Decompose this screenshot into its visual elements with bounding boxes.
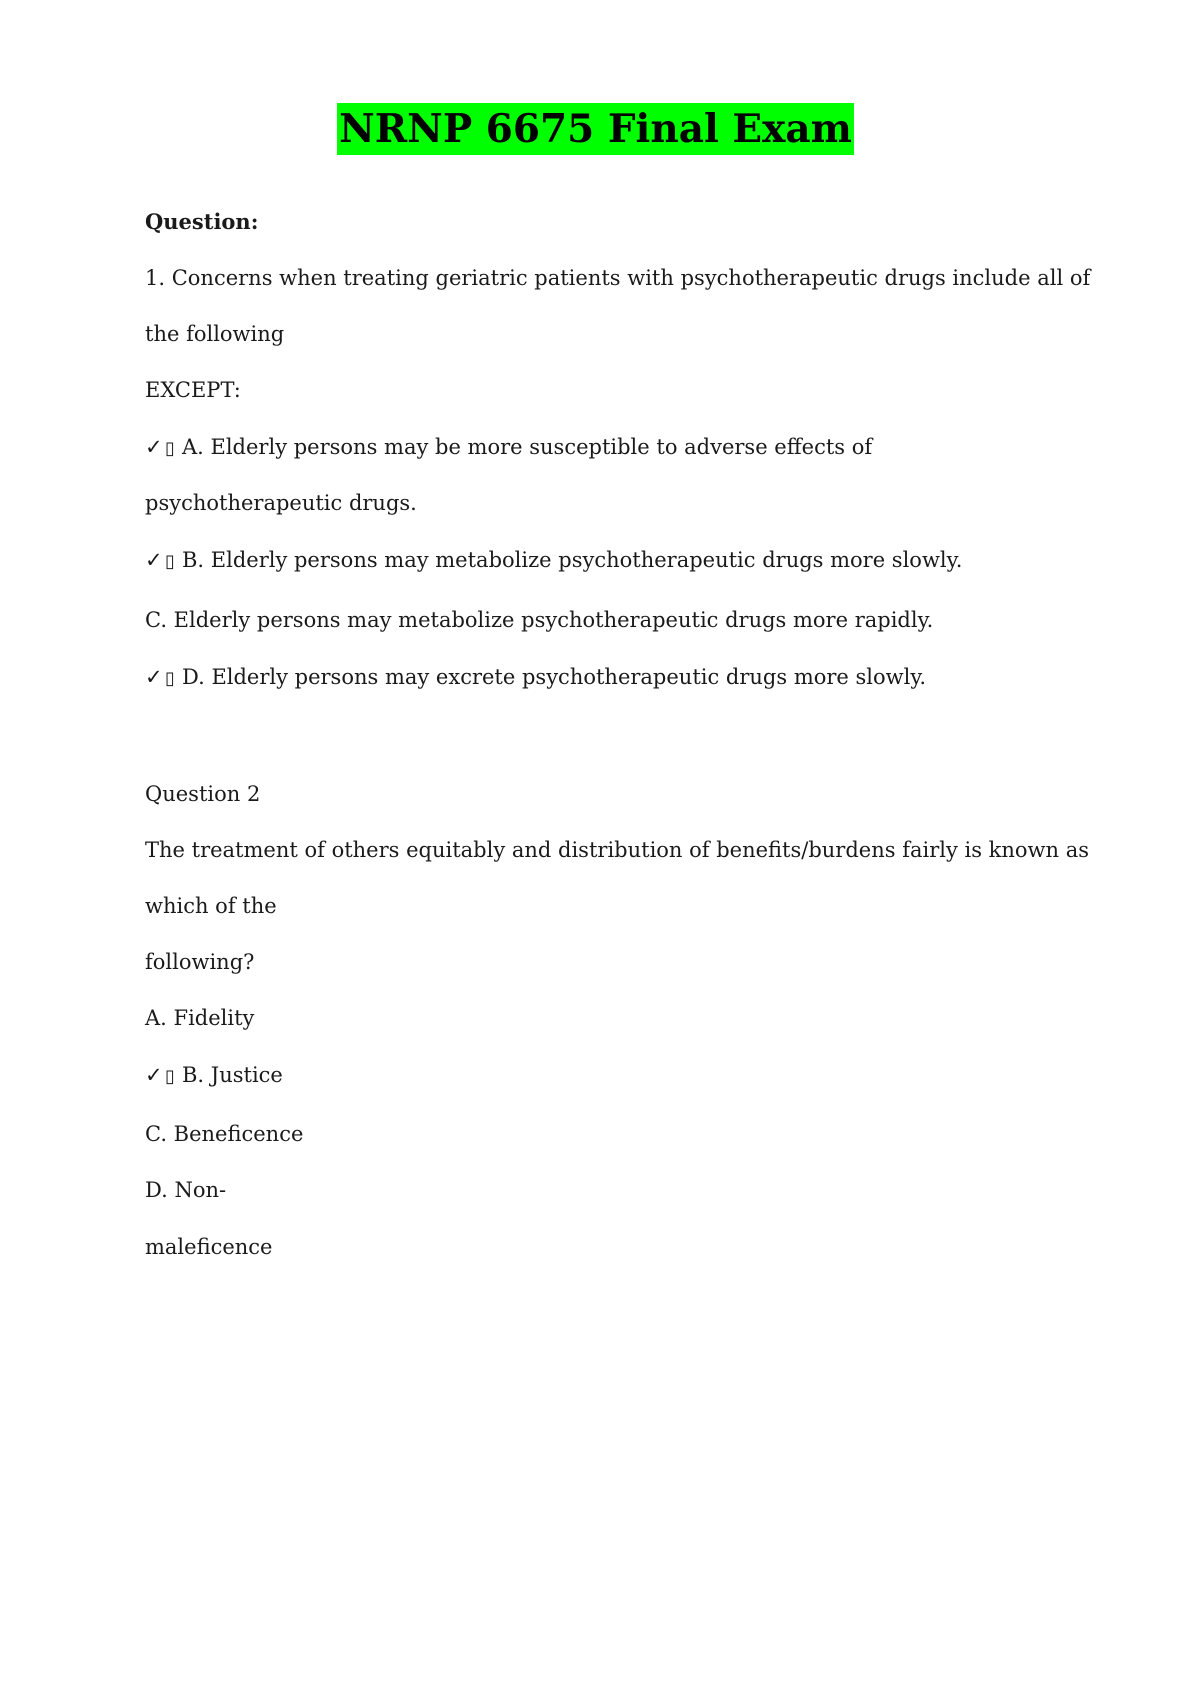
- question-2-option-d-continuation: maleficence: [145, 1235, 273, 1259]
- question-1-stem-line-1: 1. Concerns when treating geriatric patients with psychotherapeutic drugs include all of: [145, 266, 1091, 290]
- question-2-heading: Question 2: [145, 782, 261, 806]
- question-1-stem-line-3: EXCEPT:: [145, 378, 241, 402]
- missing-glyph-box-icon: ▯: [165, 438, 175, 459]
- checkmark-icon: ✓: [145, 435, 163, 459]
- checkmark-icon: ✓: [145, 548, 163, 572]
- question-1-option-a-continuation: psychotherapeutic drugs.: [145, 491, 417, 515]
- missing-glyph-box-icon: ▯: [165, 668, 175, 689]
- question-2-stem-line-3: following?: [145, 950, 255, 974]
- question-2-option-d: [145, 1176, 226, 1204]
- question-1-option-d-text: D. Elderly persons may excrete psychotherapeutic drugs more slowly.: [182, 665, 927, 689]
- document-title: NRNP 6675 Final Exam: [337, 103, 854, 155]
- question-1-option-b-text: B. Elderly persons may metabolize psychotherapeutic drugs more slowly.: [182, 548, 963, 572]
- question-1-option-c: [145, 606, 933, 634]
- missing-glyph-box-icon: ▯: [165, 551, 175, 572]
- question-2-stem-line-1: The treatment of others equitably and distribution of benefits/burdens fairly is known as: [145, 838, 1090, 862]
- question-2-option-d-text: D. Non-: [145, 1178, 227, 1202]
- question-1-option-b: [145, 546, 962, 576]
- title-container: [0, 103, 1191, 155]
- question-2-option-c: [145, 1120, 303, 1148]
- question-2-option-b-text: B. Justice: [182, 1063, 283, 1087]
- missing-glyph-box-icon: ▯: [165, 1066, 175, 1087]
- question-1-stem-line-2: the following: [145, 322, 285, 346]
- question-1-option-a-text: A. Elderly persons may be more susceptible to adverse effects of: [182, 435, 873, 459]
- question-2-option-c-text: C. Beneficence: [145, 1122, 304, 1146]
- question-1-option-d: [145, 663, 926, 693]
- checkmark-icon: ✓: [145, 1063, 163, 1087]
- checkmark-icon: ✓: [145, 665, 163, 689]
- question-2-option-a-text: A. Fidelity: [145, 1006, 255, 1030]
- question-2-option-b: [145, 1061, 283, 1091]
- question-2-option-a: [145, 1004, 254, 1032]
- question-1-heading: Question:: [145, 209, 259, 234]
- question-2-stem-line-2: which of the: [145, 894, 277, 918]
- question-1-option-a: [145, 433, 872, 463]
- question-1-option-c-text: C. Elderly persons may metabolize psychotherapeutic drugs more rapidly.: [145, 608, 934, 632]
